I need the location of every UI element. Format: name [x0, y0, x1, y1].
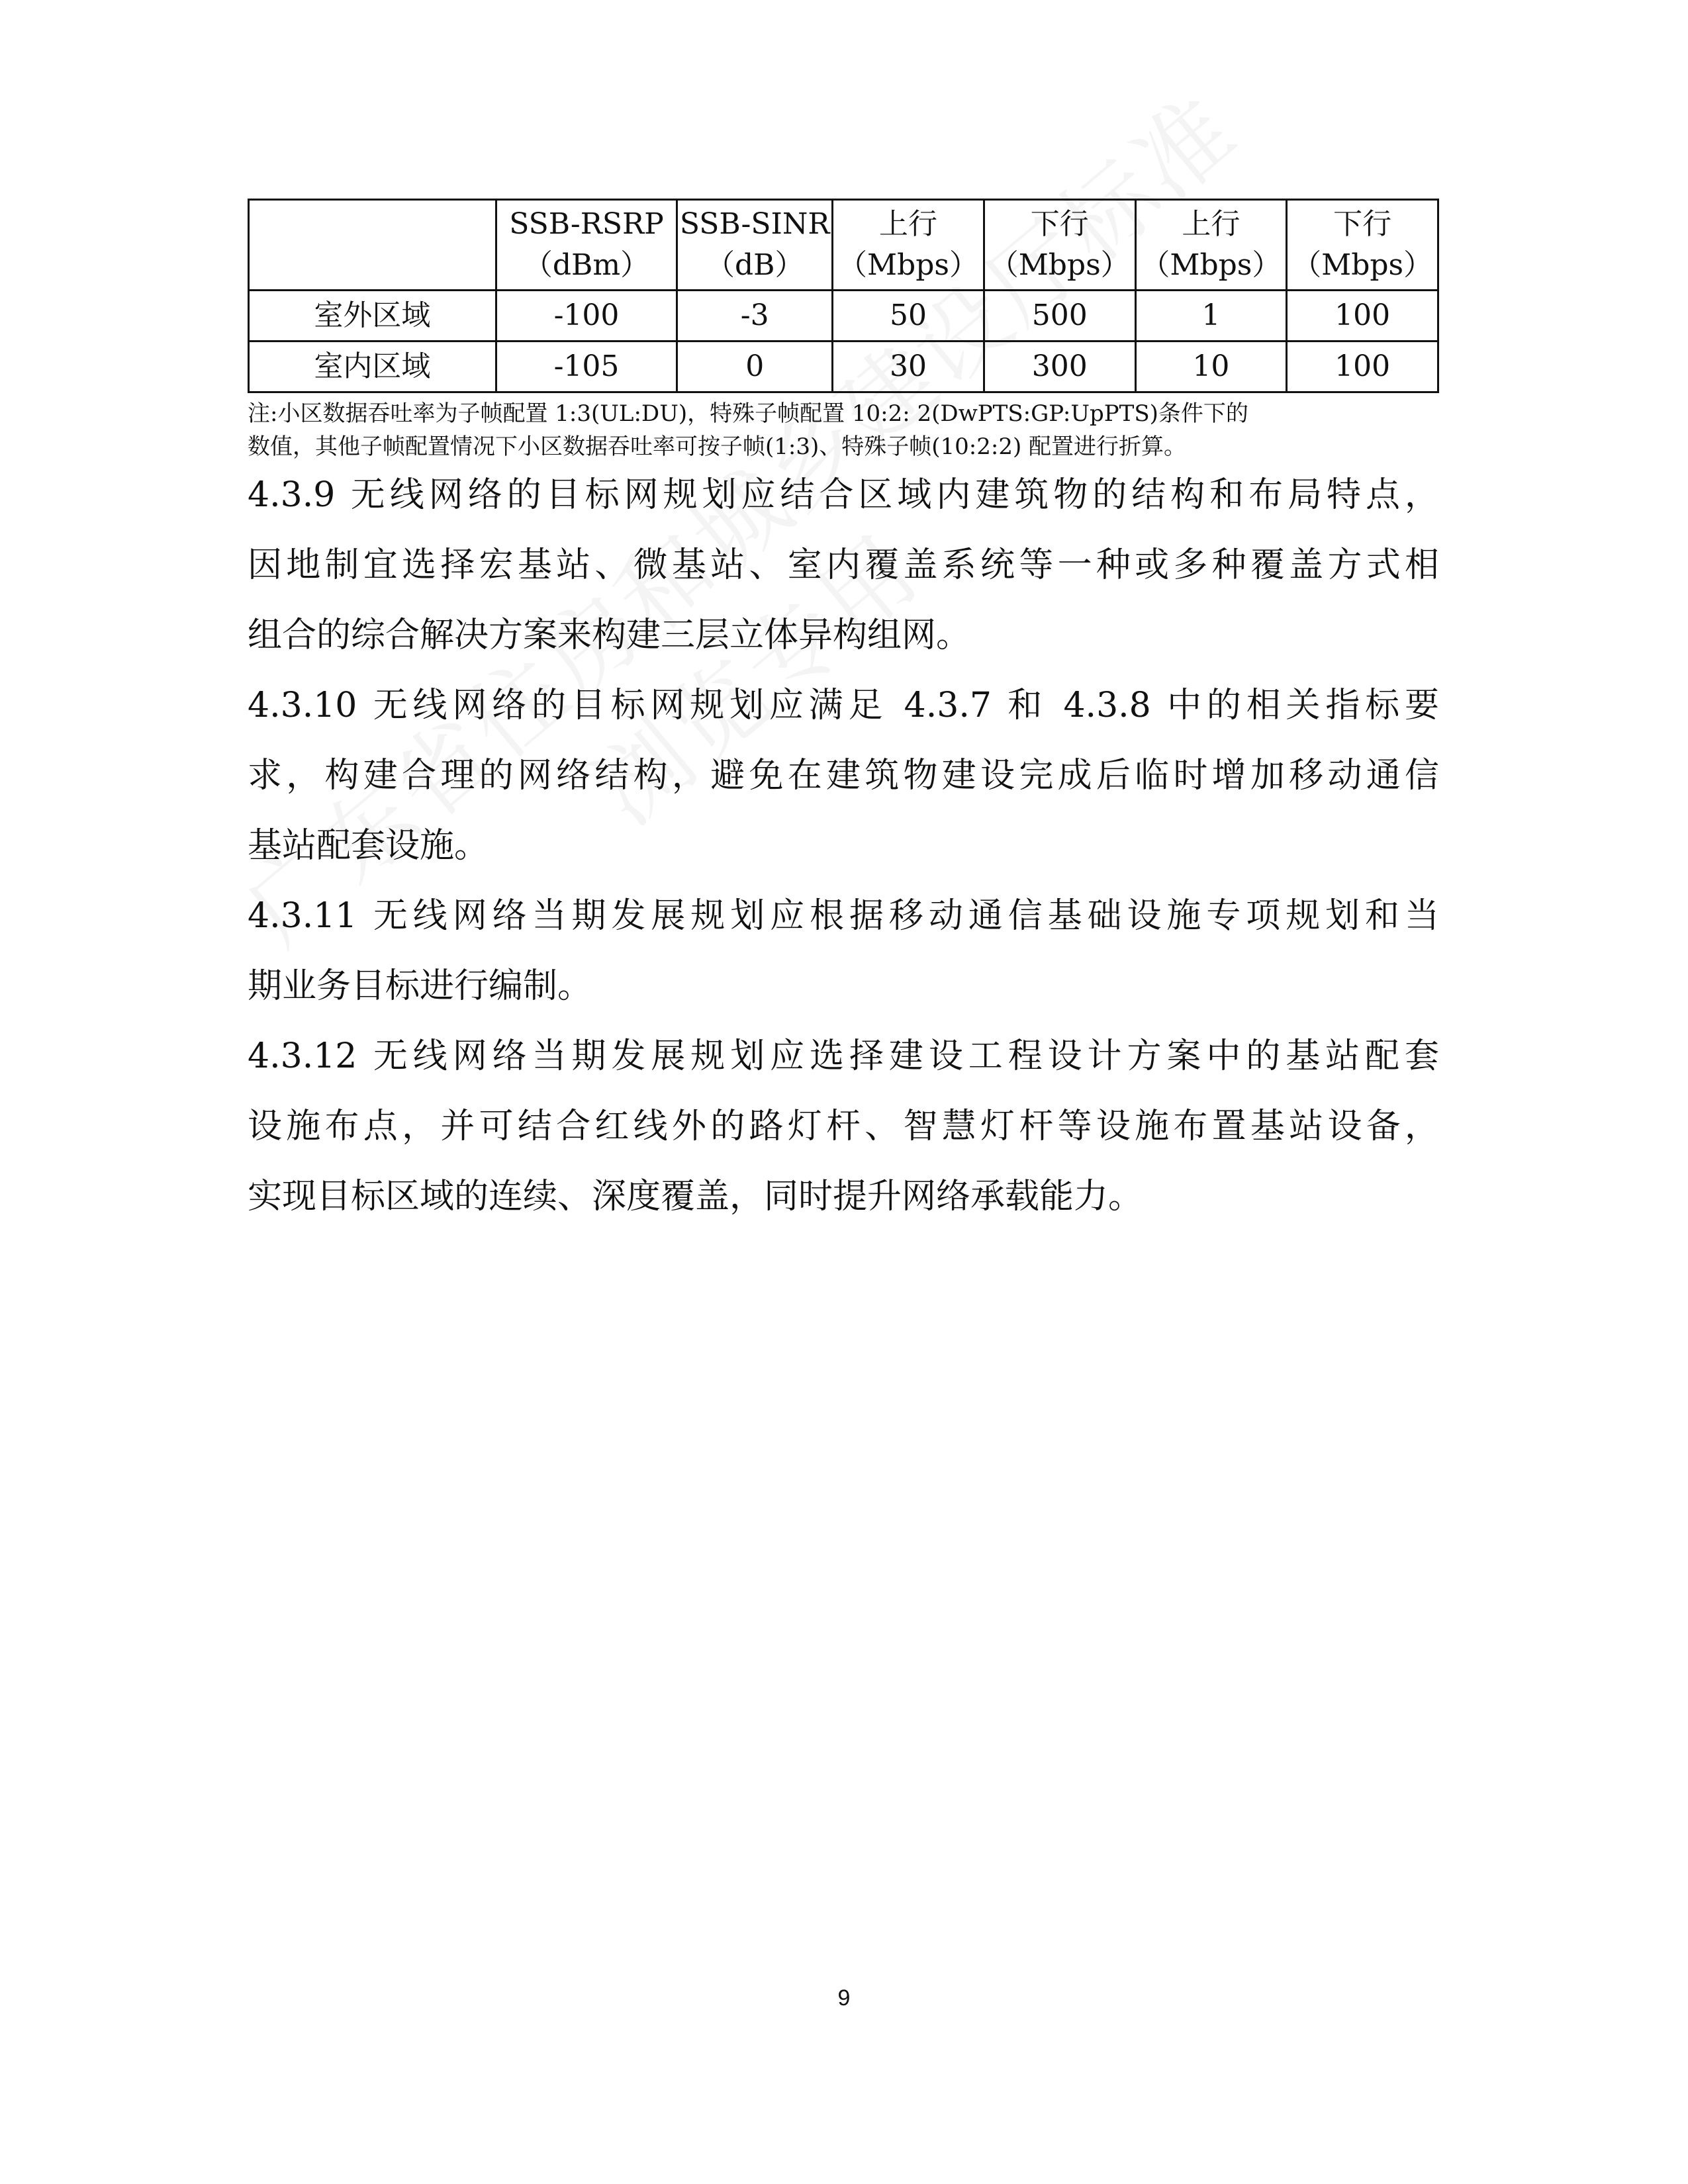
paragraph-line: 求，构建合理的网络结构，避免在建筑物建设完成后临时增加移动通信 [248, 756, 1439, 796]
table-cell: 100 [1287, 341, 1438, 392]
note-line: 数值，其他子帧配置情况下小区数据吞吐率可按子帧(1:3)、特殊子帧(10:2:2) 配置进行折算。 [248, 433, 1187, 460]
table-cell: 10 [1135, 341, 1287, 392]
paragraph-line: 4.3.11 无线网络当期发展规划应根据移动通信基础设施专项规划和当 [248, 896, 1439, 936]
table-cell: 0 [677, 341, 833, 392]
header-cell: 上行 （Mbps） [1135, 200, 1287, 291]
header-cell [249, 200, 496, 291]
table-cell: -3 [677, 291, 833, 341]
table-cell: 300 [984, 341, 1135, 392]
table-cell: 100 [1287, 291, 1438, 341]
note-line: 注:小区数据吞吐率为子帧配置 1:3(UL:DU)，特殊子帧配置 10:2: 2(DwPTS:GP:UpPTS)条件下的 [248, 400, 1248, 427]
table-cell: -100 [496, 291, 677, 341]
paragraph-line: 4.3.10 无线网络的目标网规划应满足 4.3.7 和 4.3.8 中的相关指标要 [248, 686, 1439, 725]
header-cell: 上行 （Mbps） [833, 200, 984, 291]
clause-4-3-11 [248, 881, 1439, 1021]
table-header-row [249, 200, 1438, 291]
table-cell: 1 [1135, 291, 1287, 341]
table-cell: 500 [984, 291, 1135, 341]
table-cell: 50 [833, 291, 984, 341]
table-cell: 室内区域 [249, 341, 496, 392]
page-number: 9 [837, 1985, 851, 2011]
table-row [249, 291, 1438, 341]
spec-table [248, 199, 1439, 393]
clause-4-3-9 [248, 460, 1439, 670]
paragraph-line: 4.3.9 无线网络的目标网规划应结合区域内建筑物的结构和布局特点， [248, 475, 1439, 515]
header-cell: SSB-SINR （dB） [677, 200, 833, 291]
header-cell: 下行 （Mbps） [1287, 200, 1438, 291]
clause-4-3-12 [248, 1021, 1439, 1232]
paragraph-line: 实现目标区域的连续、深度覆盖，同时提升网络承载能力。 [248, 1177, 1143, 1216]
paragraph-line: 期业务目标进行编制。 [248, 966, 592, 1006]
table-cell: 室外区域 [249, 291, 496, 341]
clause-4-3-10 [248, 670, 1439, 881]
paragraph-line: 基站配套设施。 [248, 826, 489, 866]
header-cell: SSB-RSRP （dBm） [496, 200, 677, 291]
paragraph-line: 因地制宜选择宏基站、微基站、室内覆盖系统等一种或多种覆盖方式相 [248, 545, 1439, 585]
header-cell: 下行 （Mbps） [984, 200, 1135, 291]
paragraph-line: 设施布点，并可结合红线外的路灯杆、智慧灯杆等设施布置基站设备， [248, 1107, 1439, 1146]
table-note [248, 397, 1452, 463]
table-cell: -105 [496, 341, 677, 392]
paragraph-line: 4.3.12 无线网络当期发展规划应选择建设工程设计方案中的基站配套 [248, 1036, 1439, 1076]
table-cell: 30 [833, 341, 984, 392]
table-row [249, 341, 1438, 392]
paragraph-line: 组合的综合解决方案来构建三层立体异构组网。 [248, 615, 971, 655]
